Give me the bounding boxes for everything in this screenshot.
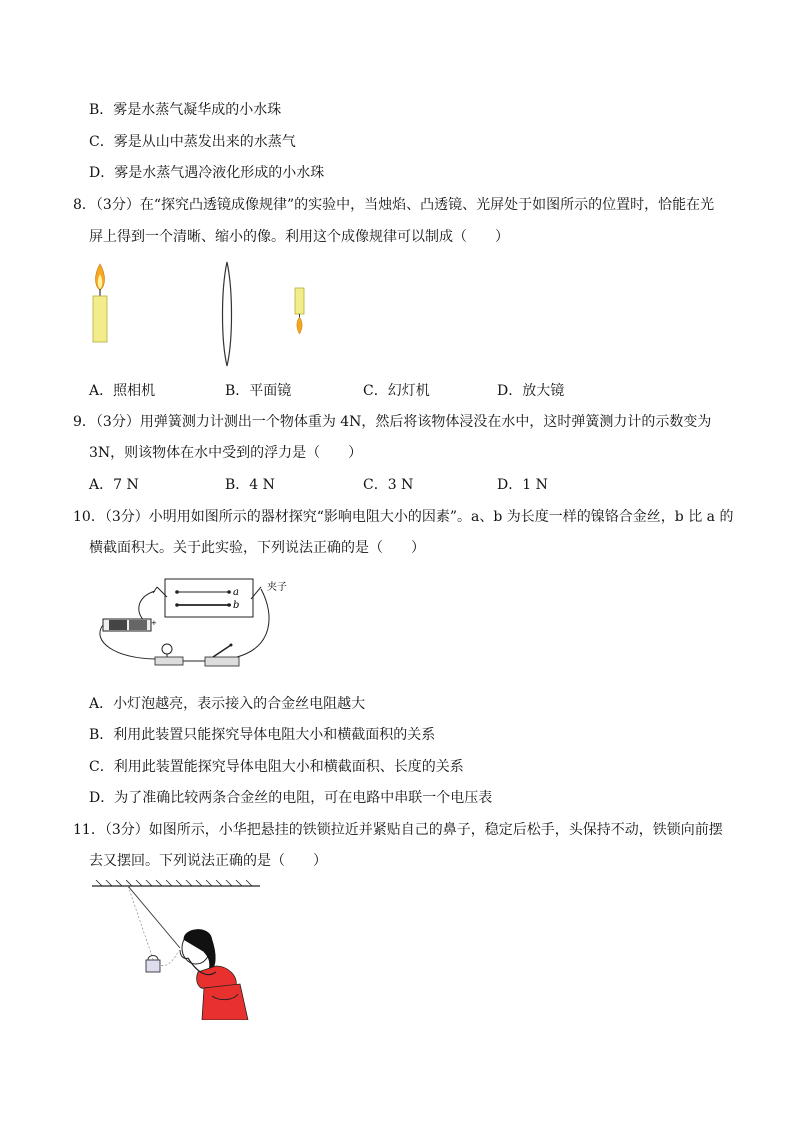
switch xyxy=(205,644,239,667)
label-clip: 夹子 xyxy=(267,582,287,593)
label-b: b xyxy=(233,600,240,611)
q10-option-a: A．小灯泡越亮，表示接入的合金丝电阻越大 xyxy=(89,696,366,712)
girl xyxy=(180,929,248,1020)
q7-option-c: C．雾是从山中蒸发出来的水蒸气 xyxy=(89,134,296,150)
q11-figure-pendulum xyxy=(88,878,268,1020)
q8-option-c: C．幻灯机 xyxy=(363,383,430,399)
svg-text:+: + xyxy=(151,619,157,627)
alloy-wire-board xyxy=(165,579,253,617)
q7-option-d: D．雾是水蒸气遇冷液化形成的小水珠 xyxy=(89,165,325,181)
q9-option-a: A．7 N xyxy=(89,477,139,493)
ceiling xyxy=(92,880,260,886)
q10-stem-line1: 10．（3分）小明用如图所示的器材探究“影响电阻大小的因素”。a、b 为长度一样的镍铬合金丝，b 比 a 的 xyxy=(73,509,734,525)
q8-stem-line2: 屏上得到一个清晰、缩小的像。利用这个成像规律可以制成（ ） xyxy=(89,229,509,245)
q10-figure-circuit xyxy=(95,575,305,675)
q10-option-c: C．利用此装置能探究导体电阻大小和横截面积、长度的关系 xyxy=(89,759,464,775)
q8-option-b: B．平面镜 xyxy=(225,383,292,399)
lock-icon xyxy=(146,956,160,973)
lamp xyxy=(155,644,183,665)
q9-stem-line2: 3N，则该物体在水中受到的浮力是（ ） xyxy=(89,445,363,461)
q10-option-d: D．为了准确比较两条合金丝的电阻，可在电路中串联一个电压表 xyxy=(89,790,493,806)
q9-option-c: C．3 N xyxy=(363,477,414,493)
q11-stem-line2: 去又摆回。下列说法正确的是（ ） xyxy=(89,853,327,869)
q9-stem-line1: 9．（3分）用弹簧测力计测出一个物体重为 4N，然后将该物体浸没在水中，这时弹簧测力计的示数变为 xyxy=(73,414,712,430)
q7-option-b: B．雾是水蒸气凝华成的小水珠 xyxy=(89,102,282,118)
q8-option-d: D．放大镜 xyxy=(497,383,565,399)
q8-figure-candle-lens xyxy=(85,260,325,372)
q8-option-a: A．照相机 xyxy=(89,383,156,399)
q9-option-d: D．1 N xyxy=(497,477,548,493)
q10-stem-line2: 横截面积大。关于此实验，下列说法正确的是（ ） xyxy=(89,540,425,556)
label-a: a xyxy=(233,587,239,598)
candle-object xyxy=(93,264,107,342)
candle-image xyxy=(295,288,304,334)
q8-stem-line1: 8．（3分）在“探究凸透镜成像规律”的实验中，当烛焰、凸透镜、光屏处于如图所示的位置时，恰能在光 xyxy=(73,197,715,213)
battery xyxy=(103,619,157,631)
q10-option-b: B．利用此装置只能探究导体电阻大小和横截面积的关系 xyxy=(89,727,436,743)
q11-stem-line1: 11．（3分）如图所示，小华把悬挂的铁锁拉近并紧贴自己的鼻子，稳定后松手，头保持不动，铁锁向前摆 xyxy=(73,822,723,838)
q9-option-b: B．4 N xyxy=(225,477,275,493)
convex-lens xyxy=(223,262,232,366)
